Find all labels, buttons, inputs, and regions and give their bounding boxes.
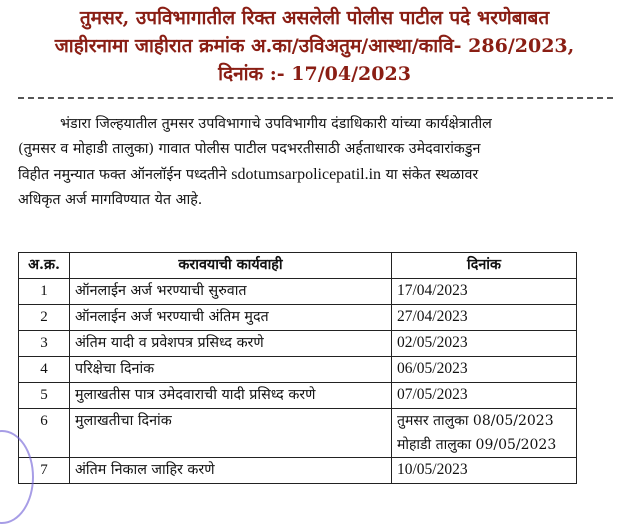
notice-paragraph [18,112,613,213]
row-date: 07/05/2023 [392,383,577,409]
row-action: ऑनलाईन अर्ज भरण्याची सुरुवात [70,279,392,305]
row-date: 06/05/2023 [392,357,577,383]
row-serial: 4 [19,357,70,383]
paragraph-line-3-after: या संकेत स्थळावर [385,167,479,183]
title-line-3: दिनांक :- 17/04/2023 [218,63,411,85]
row-date: 27/04/2023 [392,305,577,331]
row-action: ऑनलाईन अर्ज भरण्याची अंतिम मुदत [70,305,392,331]
row-action: अंतिम यादी व प्रवेशपत्र प्रसिध्द करणे [70,331,392,357]
table-row [19,458,577,484]
paragraph-line-1: भंडारा जिल्हयातील तुमसर उपविभागाचे उपविभागीय दंडाधिकारी यांच्या कार्यक्षेत्रातील [60,116,492,132]
row-serial: 7 [19,458,70,484]
row-action: अंतिम निकाल जाहिर करणे [70,458,392,484]
paragraph-line-4: अधिकृत अर्ज मागविण्यात येत आहे. [18,192,203,208]
row-date: 10/05/2023 [392,458,577,484]
notice-title [0,4,629,88]
table-row [19,331,577,357]
title-line-1: तुमसर, उपविभागातील रिक्त असलेली पोलीस पाटील पदे भरणेबाबत [79,7,550,29]
paragraph-line-3 [18,162,613,188]
row-date-mohadi: मोहाडी तालुका 09/05/2023 [397,437,557,453]
header-serial: अ.क्र. [19,253,70,279]
row-date-tumsar: तुमसर तालुका 08/05/2023 [397,413,554,429]
row-serial: 1 [19,279,70,305]
row-action: मुलाखतीस पात्र उमेदवाराची यादी प्रसिध्द करणे [70,383,392,409]
row-serial: 6 [19,409,70,458]
table-row [19,357,577,383]
website-url[interactable]: sdotumsarpolicepatil.in [231,166,382,183]
dashed-divider [18,97,613,99]
title-line-2: जाहीरनामा जाहीरात क्रमांक अ.का/उविअतुम/आस्था/कावि- 286/2023, [54,35,575,57]
table-header-row [19,253,577,279]
table-row [19,409,577,458]
header-action: करावयाची कार्यवाही [70,253,392,279]
header-date: दिनांक [392,253,577,279]
paragraph-line-3-before: विहीत नमुन्यात फक्त ऑनलॉईन पध्दतीने [18,167,227,183]
row-serial: 3 [19,331,70,357]
row-action: परिक्षेचा दिनांक [70,357,392,383]
table-row [19,279,577,305]
row-serial: 5 [19,383,70,409]
table-row [19,383,577,409]
row-date-multi [392,409,577,458]
table-row [19,305,577,331]
paragraph-line-2: (तुमसर व मोहाडी तालुका) गावात पोलीस पाटील पदभरतीसाठी अर्हताधारक उमेदवारांकडुन [18,141,481,157]
row-action: मुलाखतीचा दिनांक [70,409,392,458]
schedule-table [18,252,577,484]
row-serial: 2 [19,305,70,331]
row-date: 02/05/2023 [392,331,577,357]
row-date: 17/04/2023 [392,279,577,305]
